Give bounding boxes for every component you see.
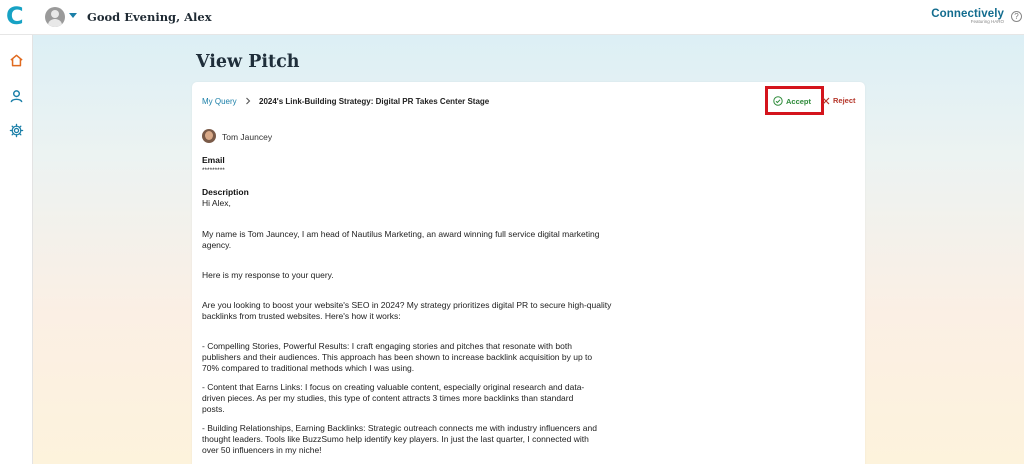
brand-logo xyxy=(931,8,1004,24)
top-bar xyxy=(0,0,1024,35)
accept-label: Accept xyxy=(786,96,812,106)
brand-name: Connectively xyxy=(931,8,1004,20)
sidebar xyxy=(0,35,33,464)
home-icon[interactable] xyxy=(9,53,24,68)
description-paragraph: - Compelling Stories, Powerful Results: I craft engaging stories and pitches that resonate with both publishers and their audiences. This approach has been shown to increase backlink acquisition by up to 70% compared to traditional methods which I was using. xyxy=(202,341,593,373)
accept-button[interactable] xyxy=(773,95,811,107)
description-paragraph: Hi Alex, xyxy=(202,198,231,208)
chevron-right-icon xyxy=(243,96,253,106)
gear-icon[interactable] xyxy=(9,123,24,138)
breadcrumb-query-title: 2024's Link-Building Strategy: Digital PR Takes Center Stage xyxy=(259,97,490,106)
check-circle-icon xyxy=(773,96,783,106)
reject-label: Reject xyxy=(833,96,856,105)
user-icon[interactable] xyxy=(9,89,24,104)
description-paragraph: My name is Tom Jauncey, I am head of Nautilus Marketing, an award winning full service digital marketing agency. xyxy=(202,229,600,250)
description-label: Description xyxy=(202,187,249,197)
user-avatar[interactable] xyxy=(45,7,65,27)
page-title: View Pitch xyxy=(196,52,300,72)
sender-name: Tom Jauncey xyxy=(222,132,273,142)
description-paragraph: Here is my response to your query. xyxy=(202,270,334,280)
help-icon[interactable]: ? xyxy=(1011,11,1022,22)
breadcrumb-my-query-link[interactable]: My Query xyxy=(202,97,237,106)
chevron-down-icon[interactable] xyxy=(69,13,77,18)
sender-avatar xyxy=(202,129,216,143)
description-paragraph: - Content that Earns Links: I focus on creating valuable content, especially original research and data-driven pieces. As per my studies, this type of content attracts 3 times more backlinks than standard posts. xyxy=(202,382,585,414)
description-paragraph: Are you looking to boost your website's SEO in 2024? My strategy prioritizes digital PR to secure high-quality backlinks from trusted websites. Here's how it works: xyxy=(202,300,612,321)
app-logo[interactable]: C xyxy=(6,2,24,30)
greeting-text: Good Evening, Alex xyxy=(87,10,212,24)
email-label: Email xyxy=(202,155,225,165)
description-paragraph: - Building Relationships, Earning Backlinks: Strategic outreach connects me with industry influencers and thought leaders. Tools like BuzzSumo help identify key players. In just the last quarter, I connected with over 50 influencers in my niche! xyxy=(202,423,597,455)
email-value: ********* xyxy=(202,167,225,174)
close-icon xyxy=(822,97,830,105)
reject-button[interactable] xyxy=(822,96,856,105)
brand-tagline: Featuring HARO xyxy=(970,19,1004,24)
